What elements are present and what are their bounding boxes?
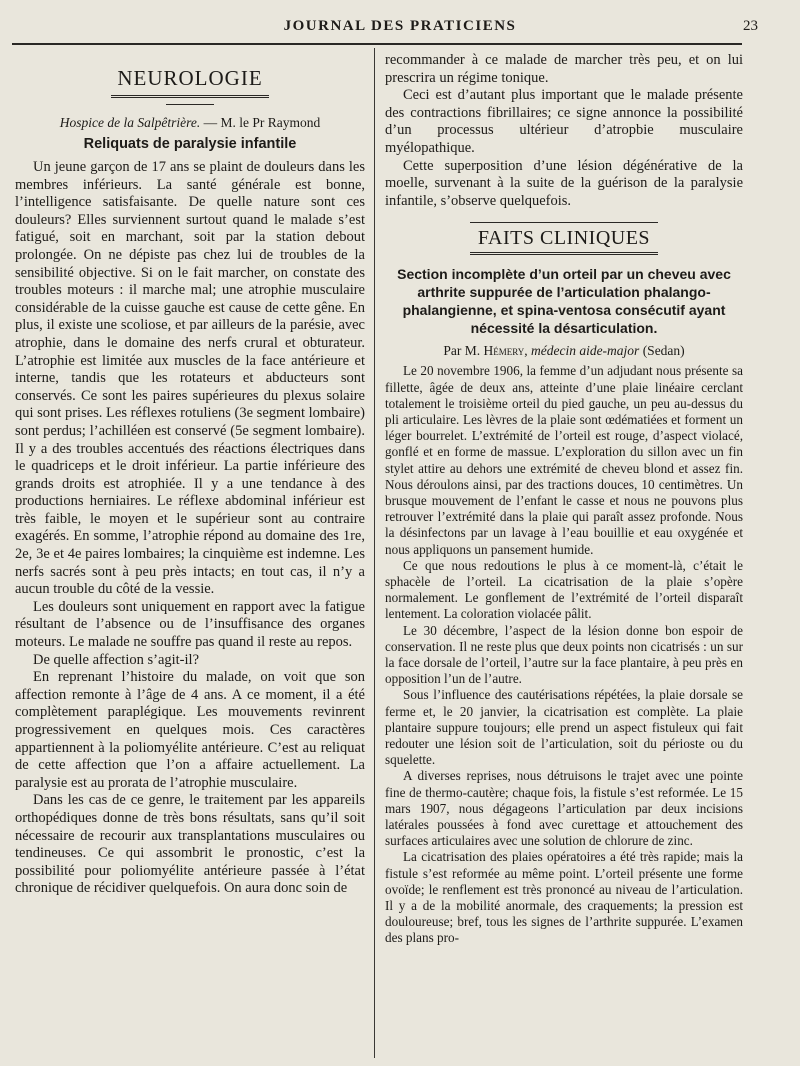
rubric-faits-cliniques-box — [385, 222, 743, 255]
rubric-faits-cliniques: FAITS CLINIQUES — [470, 222, 658, 255]
column-rule — [374, 48, 375, 1058]
running-head — [0, 14, 800, 40]
right-paragraph: Le 30 décembre, l’aspect de la lésion donne bon espoir de conservation. Il ne reste plus que deux points non cicatrisés : un sur la face dorsale de l’orteil, l’autre sur la face plantaire, à peu près en opposition l’un de l’autre. — [385, 622, 743, 687]
right-paragraph: Ce que nous redoutions le plus à ce moment-là, c’était le sphacèle de l’orteil. La cicatrisation de la plaie s’opère normalement. Le gonflement de l’extrémité de l’orteil disparaît lentement. La coloration violacée pâlit. — [385, 557, 743, 622]
byline-role: médecin aide-major — [530, 343, 640, 359]
right-column — [385, 52, 743, 947]
rubric-neurologie-box — [15, 62, 365, 98]
right-continuation: Cette superposition d’une lésion dégénérative de la moelle, survenant à la suite de la guérison de la paralysie infantile, s’observe quelquefois. — [385, 157, 743, 209]
byline-author: — M. le Pr Raymond — [203, 115, 321, 130]
right-paragraph: Sous l’influence des cautérisations répétées, la plaie dorsale se ferme et, le 20 janvier, la cicatrisation est complète. La plaie plantaire suppure toujours; elle prend un aspect fistuleux qui fait redouter une lésion soit de l’articulation, soit du périoste ou du squelette. — [385, 687, 743, 768]
left-paragraph: Dans les cas de ce genre, le traitement par les appareils orthopédiques donne de très bons résultats, sans qu’il soit nécessaire de recourir aux transplantations musculaires ou tendineuses. Ce qui assombrit le pronostic, c’est la possibilité pour poliomyélite antérieure passée à l’état chronique de récidiver quelquefois. On aura donc soin de — [15, 792, 365, 897]
byline-author: Hémery, — [483, 343, 528, 359]
left-paragraph: De quelle affection s’agit-il? — [33, 651, 200, 668]
header-rule — [12, 43, 742, 45]
right-article-title: Section incomplète d’un orteil par un cheveu avec arthrite suppurée de l’articulation phalango-phalangienne, et spina-ventosa consécutif ayant nécessité la désarticulation. — [397, 266, 731, 337]
right-paragraph: A diverses reprises, nous détruisons le trajet avec une pointe fine de thermo-cautère; chaque fois, la fistule s’est reformée. Le 15 mars 1907, nous dégageons l’articulation par deux incisions latérales poussées à fond avec curettage et attouchement des surfaces articulaires avec une solution de chlorure de zinc. — [385, 768, 743, 849]
left-column — [15, 52, 365, 898]
left-byline — [15, 115, 365, 131]
right-byline — [385, 343, 743, 359]
right-paragraph: Le 20 novembre 1906, la femme d’un adjudant nous présente sa fillette, âgée de deux ans, atteinte d’une plaie linéaire cerclant totalement le troisième orteil du pied gauche, un peu au-dessus du pli articulaire. Les lèvres de la plaie sont œdématiées et forment un léger bourrelet. L’extrémité de l’orteil est rouge, d’aspect violacé, gonflé et en forme de massue. L’exploration du sillon avec un fin stylet attire au dehors une extrémité de cheveu blond et assez fin. Nous déroulons ainsi, par des tractions douces, 10 centimètres. Un brusque mouvement de l’enfant le casse et nous ne pouvons plus retrouver l’extrémité dans la plaie qui paraît assez profonde. Nous la désinfectons par un lavage à l’eau bouillie et eau oxygénée et nous appliquons un pansement humide. — [385, 363, 743, 557]
byline-prefix: Par M. — [443, 343, 481, 359]
left-paragraph: Les douleurs sont uniquement en rapport avec la fatigue résultant de l’absence ou de l’insuffisance des organes moteurs. Le malade ne souffre pas quand il reste au repos. — [15, 598, 365, 651]
right-continuation: recommander à ce malade de marcher très peu, et on lui prescrira un régime tonique. — [385, 52, 743, 86]
left-paragraph: Un jeune garçon de 17 ans se plaint de douleurs dans les membres inférieurs. La santé générale est bonne, l’intelligence satisfaisante. De quelle nature sont ces douleurs? Elles surviennent surtout quand le malade s’est fatigué, soit en marchant, soit par la station debout prolongée. On ne dépiste pas chez lui de troubles de la sensibilité objective. Si on le fait marcher, on constate des troubles moteurs : il marche mal; une atrophie musculaire considérable de la cuisse gauche est cause de cette gêne. En plus, il existe une scoliose, et par ailleurs de la parésie, avec atrophie, dans le domaine des nerfs crural et obturateur. L’atrophie est limitée aux muscles de la face antérieure et interne, tandis que les rotateurs et abducteurs sont conservés. Ce sont les paires supérieures du plexus solaire qui sont prises. Les réflexes rotuliens (3e segment lombaire) sont perdus; l’achilléen est conservé (5e segment lombaire). Il y a des troubles accentués des réactions électriques dans le quadriceps et le droit inférieur. La partie inférieure des grands droits est atrophiée. Il y a une tendance à des productions herniaires. Le réflexe abdominal inférieur est très faible, le moyen et le supérieur sont au contraire exagérés. En somme, l’atrophie répond au domaine des 1re, 2e, 3e et 4e paires lombaires; la cinquième est indemne. Les nerfs sacrés sont à peu près intacts; en tout cas, il n’y a aucun trouble du côté de la vessie. — [15, 159, 365, 598]
running-title: JOURNAL DES PRATICIENS — [283, 18, 517, 34]
byline-place: (Sedan) — [642, 343, 685, 359]
page-number: 23 — [743, 18, 758, 34]
byline-venue: Hospice de la Salpêtrière. — [59, 115, 201, 130]
rubric-neurologie: NEUROLOGIE — [111, 62, 268, 98]
left-article-title: Reliquats de paralysie infantile — [83, 136, 297, 152]
right-paragraph: La cicatrisation des plaies opératoires a été très rapide; mais la fistule s’est reformée au même point. L’orteil présente une forme ovoïde; le renflement est très prononcé au niveau de l’articulation. Il y a de la mobilité anormale, des craquements; la pression est douloureuse; bref, tous les signes de l’arthrite suppurée. L’examen des plans pro- — [385, 849, 743, 946]
left-paragraph: En reprenant l’histoire du malade, on voit que son affection remonte à l’âge de 4 ans. A ce moment, il a été complètement paraplégique. Les mouvements revinrent progressivement en quelques mois. Ces caractères appartiennent à la poliomyélite antérieure. C’est au reliquat de cette affection que l’on a affaire actuellement. La paralysie est au prorata de l’atrophie musculaire. — [15, 669, 365, 791]
right-continuation: Ceci est d’autant plus important que le malade présente des contractions fibrillaires; ce signe annonce la possibilité d’un processus ultérieur d’atropbie musculaire myélopathique. — [385, 87, 743, 156]
short-rule — [166, 104, 214, 105]
